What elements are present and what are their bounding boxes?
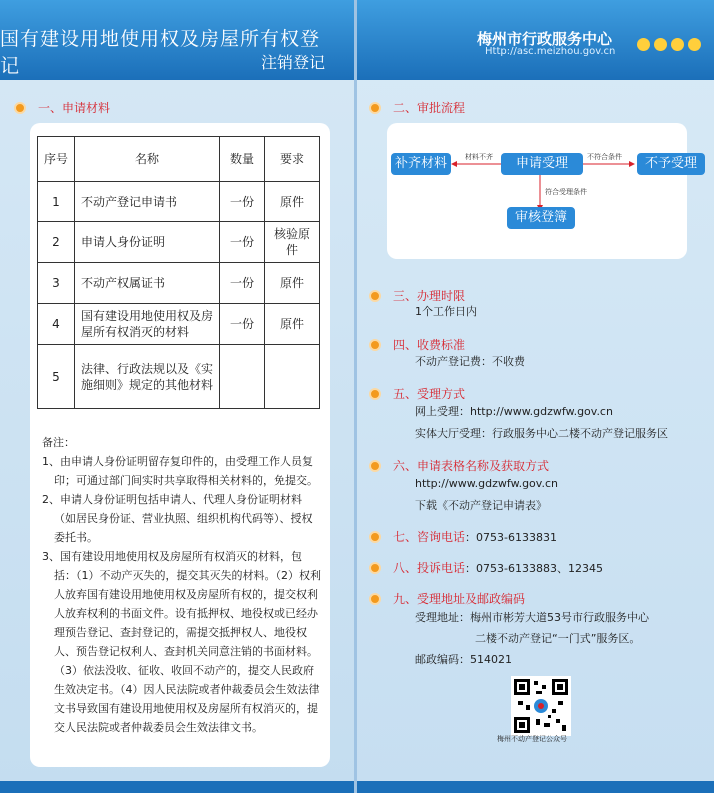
bullet-icon: [369, 339, 381, 351]
qr-caption: 梅州不动产登记公众号: [497, 735, 567, 743]
cell: 一份: [220, 222, 265, 263]
flow-label-missing: 材料不齐: [465, 153, 493, 161]
cell: 3: [38, 263, 75, 304]
notes-block: [42, 433, 322, 737]
center-name: 梅州市行政服务中心: [477, 30, 613, 48]
dot-icon: [671, 38, 684, 51]
section-complaint-heading: [369, 559, 603, 576]
dot-icon: [637, 38, 650, 51]
cell: 原件: [265, 182, 320, 222]
form-download: 下载《不动产登记申请表》: [415, 499, 547, 512]
center-url: Http://asc.meizhou.gov.cn: [485, 46, 616, 57]
bullet-icon: [369, 562, 381, 574]
flow-box-supplement: 补齐材料: [391, 153, 451, 175]
section-fee-heading: [369, 336, 465, 353]
table-row: [38, 182, 320, 222]
cell: 5: [38, 345, 75, 409]
table-header-row: [38, 137, 320, 182]
fee-text: 不动产登记费：不收费: [415, 355, 525, 368]
cell: 国有建设用地使用权及房屋所有权消灭的材料: [75, 304, 220, 345]
online-acceptance: 网上受理：http://www.gdzwfw.gov.cn: [415, 405, 613, 418]
left-panel: [0, 0, 355, 793]
table-row: [38, 345, 320, 409]
cell: [265, 345, 320, 409]
arrowhead-left-icon: [451, 161, 457, 167]
flow-arrows: [387, 123, 687, 259]
table-row: [38, 304, 320, 345]
cell: 申请人身份证明: [75, 222, 220, 263]
section-consult-heading: [369, 528, 557, 545]
flow-box-accept: 申请受理: [501, 153, 583, 175]
bullet-icon: [369, 388, 381, 400]
qr-code-icon: [514, 679, 568, 733]
decor-dots: [637, 38, 701, 51]
cell: 原件: [265, 304, 320, 345]
note-1: 1、由申请人身份证明留存复印件的，由受理工作人员复印；可通过部门间实时共享取得相关材料的，免提交。: [42, 455, 318, 487]
cell: 一份: [220, 182, 265, 222]
section-flow-heading: [369, 99, 465, 116]
note-3: 3、国有建设用地使用权及房屋所有权消灭的材料，包括：（1）不动产灭失的，提交其灭失的材料。（2）权利人放弃国有建设用地使用权及房屋所有权的，提交权利人放弃权利的书面文件。设有抵押权、地役权或已经办理预告登记、查封登记的，需提交抵押权人、地役权人、预告登记权利人、查封机关同意注销的书面材料。（3）依法没收、征收、收回不动产的，提交人民政府生效决定书。（4）因人民法院或者仲裁委员会生效法律文书导致国有建设用地使用权及房屋所有权消灭的，提交人民法院或者仲裁委员会生效法律文书。: [42, 550, 321, 734]
section-title: 三、办理时限: [393, 289, 466, 303]
cell: 不动产权属证书: [75, 263, 220, 304]
complaint-phone: ：0753-6133883、12345: [465, 561, 603, 575]
bullet-icon: [369, 290, 381, 302]
col-index: 序号: [38, 137, 75, 182]
cell: 一份: [220, 263, 265, 304]
col-name: 名称: [75, 137, 220, 182]
flow-box-reject: 不予受理: [637, 153, 705, 175]
note-2: 2、申请人身份证明包括申请人、代理人身份证明材料（如居民身份证、营业执照、组织机构代码等）、授权委托书。: [42, 493, 313, 544]
section-title: 九、受理地址及邮政编码: [393, 592, 526, 606]
bottom-band: [0, 781, 355, 793]
dot-icon: [688, 38, 701, 51]
materials-card: [30, 123, 330, 767]
bottom-band: [357, 781, 714, 793]
cell: 不动产登记申请书: [75, 182, 220, 222]
cell: [220, 345, 265, 409]
section-address-heading: [369, 590, 525, 607]
flow-card: [387, 123, 697, 259]
col-req: 要求: [265, 137, 320, 182]
cell: 核验原件: [265, 222, 320, 263]
table-row: [38, 263, 320, 304]
section-title: 六、申请表格名称及获取方式: [393, 459, 550, 473]
title-banner: [0, 0, 355, 80]
hall-acceptance: 实体大厅受理：行政服务中心二楼不动产登记服务区: [415, 427, 668, 440]
col-qty: 数量: [220, 137, 265, 182]
address-line-1: 受理地址：梅州市彬芳大道53号市行政服务中心: [415, 611, 649, 624]
section-title: 四、收费标准: [393, 338, 466, 352]
center-banner: [357, 0, 714, 80]
flow-box-review: 审核登簿: [507, 207, 575, 229]
cell: 一份: [220, 304, 265, 345]
notes-title: 备注：: [42, 436, 75, 449]
flow-label-ineligible: 不符合条件: [587, 153, 622, 161]
time-limit: 1个工作日内: [415, 305, 477, 318]
postcode: 邮政编码：514021: [415, 653, 512, 666]
right-panel: [357, 0, 714, 793]
section-title: 五、受理方式: [393, 387, 466, 401]
qr-code[interactable]: [511, 676, 571, 736]
page-subtitle: 注销登记: [260, 53, 325, 72]
section-title: 一、申请材料: [38, 101, 111, 115]
bullet-icon: [369, 102, 381, 114]
form-url[interactable]: http://www.gdzwfw.gov.cn: [415, 477, 558, 490]
address-line-2: 二楼不动产登记“一门式”服务区。: [475, 632, 641, 645]
section-method-heading: [369, 385, 465, 402]
section-title: 八、投诉电话: [393, 561, 466, 575]
dot-icon: [654, 38, 667, 51]
bullet-icon: [369, 531, 381, 543]
section-title: 二、审批流程: [393, 101, 466, 115]
page-title: 国有建设用地使用权及房屋所有权登记: [0, 28, 321, 77]
bullet-icon: [14, 102, 26, 114]
cell: 1: [38, 182, 75, 222]
bullet-icon: [369, 460, 381, 472]
table-row: [38, 222, 320, 263]
materials-table: [37, 136, 320, 409]
cell: 法律、行政法规以及《实施细则》规定的其他材料: [75, 345, 220, 409]
cell: 4: [38, 304, 75, 345]
section-form-heading: [369, 457, 549, 474]
flow-label-eligible: 符合受理条件: [545, 188, 587, 196]
arrowhead-right-icon: [629, 161, 635, 167]
section-materials-heading: [14, 99, 110, 116]
cell: 原件: [265, 263, 320, 304]
consult-phone: ：0753-6133831: [465, 530, 557, 544]
section-title: 七、咨询电话: [393, 530, 466, 544]
bullet-icon: [369, 593, 381, 605]
cell: 2: [38, 222, 75, 263]
